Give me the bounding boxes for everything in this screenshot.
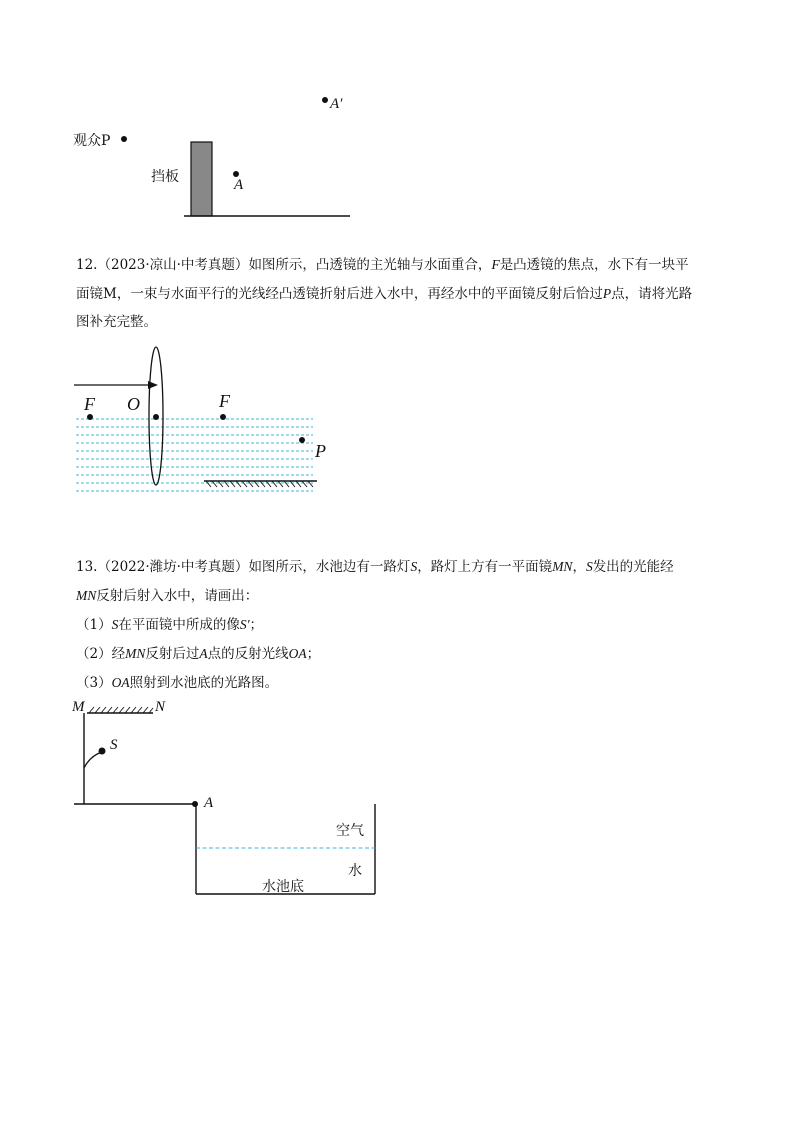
label-s: S	[110, 737, 118, 753]
figure-13-drawing	[60, 700, 390, 900]
focus-right-dot	[220, 414, 226, 420]
q12-line-3: 图补充完整。	[76, 314, 157, 330]
label-focus-left: F	[84, 394, 95, 414]
lamp-s-dot	[99, 748, 106, 755]
label-board: 挡板	[151, 169, 179, 185]
point-a-dot	[192, 801, 198, 807]
q13-number: 13.	[76, 559, 98, 575]
baffle-board	[191, 142, 212, 216]
label-m: M	[72, 699, 85, 715]
q13-source: （2022·潍坊·中考真题）	[97, 559, 249, 575]
lamp-arm	[84, 752, 102, 768]
label-a: A	[234, 177, 244, 193]
label-air: 空气	[336, 823, 364, 839]
q12-number: 12.	[76, 257, 98, 273]
audience-dot	[121, 136, 127, 142]
label-audience: 观众P	[73, 133, 111, 149]
label-a: A	[204, 795, 214, 811]
label-focus-right: F	[219, 391, 230, 411]
q12-line-2: 面镜M，一束与水面平行的光线经凸透镜折射后进入水中，再经水中的平面镜反射后恰过P点，请将光路	[76, 286, 693, 302]
label-optical-center: O	[127, 394, 140, 414]
q13-line-1: 13.（2022·潍坊·中考真题）如图所示，水池边有一路灯S，路灯上方有一平面镜MN，S发出的光能经	[76, 559, 674, 575]
label-n: N	[155, 699, 166, 715]
label-pool-bottom: 水池底	[262, 879, 304, 895]
q13-line-2: MN反射后射入水中，请画出：	[76, 588, 259, 604]
point-a-prime	[322, 97, 328, 103]
q13-item-3: （3）OA照射到水池底的光路图。	[76, 675, 279, 691]
q13-item-2: （2）经MN反射后过A点的反射光线OA；	[76, 646, 321, 662]
mirror-mn-hatching	[89, 707, 153, 713]
optical-center-dot	[153, 414, 159, 420]
point-p-dot	[299, 437, 305, 443]
water-lines	[76, 419, 313, 491]
mirror-hatching	[206, 481, 313, 487]
figure-12-drawing	[60, 340, 340, 500]
label-point-p: P	[315, 441, 326, 461]
label-a-prime: A′	[330, 96, 343, 112]
label-water: 水	[348, 863, 362, 879]
q12-line-1: 12.（2023·凉山·中考真题）如图所示，凸透镜的主光轴与水面重合，F是凸透镜的焦点，水下有一块平	[76, 257, 689, 273]
q13-item-1: （1）S在平面镜中所成的像S′；	[76, 617, 264, 633]
q12-source: （2023·凉山·中考真题）	[97, 257, 249, 273]
